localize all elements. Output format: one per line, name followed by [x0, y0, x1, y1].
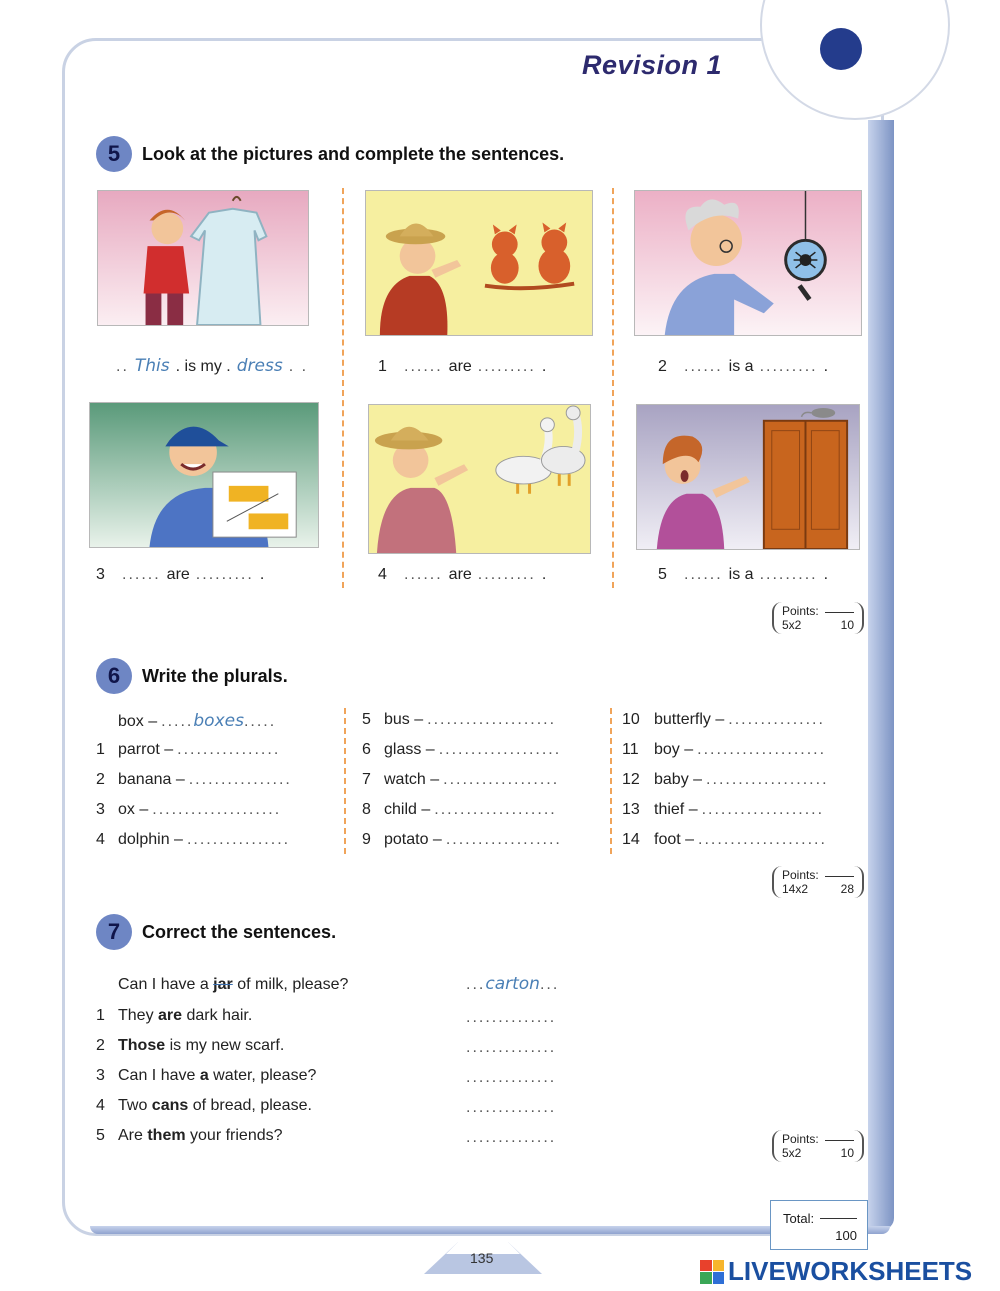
picture-sentence-2: 2 ...... is a ......... .: [658, 358, 829, 375]
section-number: 5: [96, 136, 132, 172]
picture-boy-geese: [368, 404, 591, 554]
example-sentence: .. This . is my . dress . .: [116, 356, 309, 376]
answer-blank[interactable]: ...................: [701, 801, 825, 818]
section-instruction: Correct the sentences.: [142, 921, 337, 942]
correct-item-4: 4 Two cans of bread, please.: [96, 1097, 312, 1114]
correct-item-1: 1 They are dark hair.: [96, 1007, 253, 1024]
liveworksheets-brand: [700, 1256, 972, 1287]
answer-blank[interactable]: ..................: [443, 771, 560, 788]
answer-blank[interactable]: ...................: [706, 771, 829, 788]
picture-sentence-5: 5 ...... is a ......... .: [658, 566, 829, 583]
example-answer-1: This: [134, 356, 170, 376]
correct-item-3: 3 Can I have a water, please?: [96, 1067, 317, 1084]
answer-blank[interactable]: ..............: [466, 1099, 557, 1116]
column-divider: [610, 708, 612, 854]
correct-item-5: 5 Are them your friends?: [96, 1127, 283, 1144]
answer-blank[interactable]: .........: [195, 566, 254, 583]
column-divider: [344, 708, 346, 854]
section-6-header: [96, 658, 288, 694]
answer-blank[interactable]: .........: [477, 358, 536, 375]
plural-item-2: 2 banana – ................: [96, 771, 292, 788]
plural-item-12: 12 baby – ...................: [622, 771, 829, 788]
corner-dot: [820, 28, 862, 70]
section-7-header: [96, 914, 336, 950]
page-number: 135: [470, 1250, 494, 1266]
answer-blank[interactable]: ..............: [466, 1129, 557, 1146]
answer-blank[interactable]: ......: [684, 358, 723, 375]
page-title: Revision 1: [582, 50, 723, 80]
section-number: 6: [96, 658, 132, 694]
answer-blank[interactable]: ....................: [427, 711, 557, 728]
answer-blank[interactable]: ......: [404, 566, 443, 583]
answer-blank[interactable]: ......: [404, 358, 443, 375]
answer-blank[interactable]: ..............: [466, 1009, 557, 1026]
plural-item-7: 7 watch – ..................: [362, 771, 560, 788]
picture-girl-wardrobe: [636, 404, 860, 550]
section-number: 7: [96, 914, 132, 950]
column-divider: [342, 188, 344, 588]
plural-item-8: 8 child – ...................: [362, 801, 557, 818]
picture-girl-dress: [97, 190, 309, 326]
picture-sentence-1: 1 ...... are ......... .: [378, 358, 547, 375]
answer-blank[interactable]: ..................: [445, 831, 562, 848]
plural-item-6: 6 glass – ...................: [362, 741, 562, 758]
answer-blank[interactable]: .........: [759, 358, 818, 375]
points-box-section-5: Points: 5x2 10: [772, 602, 864, 634]
correct-example-answer: ...carton...: [466, 974, 560, 994]
answer-blank[interactable]: ......: [122, 566, 161, 583]
answer-blank[interactable]: ...................: [438, 741, 562, 758]
plural-item-5: 5 bus – ....................: [362, 711, 557, 728]
brand-text: LIVEWORKSHEETS: [728, 1256, 973, 1286]
liveworksheets-logo-icon: [700, 1260, 724, 1284]
answer-blank[interactable]: .........: [477, 566, 536, 583]
section-instruction: Write the plurals.: [142, 665, 288, 686]
points-box-section-7: Points: 5x2 10: [772, 1130, 864, 1162]
picture-sentence-4: 4 ...... are ......... .: [378, 566, 547, 583]
section-5-header: [96, 136, 564, 172]
page-frame-edge: [868, 120, 894, 1230]
answer-blank[interactable]: ...................: [434, 801, 557, 818]
plural-item-11: 11 boy – ....................: [622, 741, 827, 758]
answer-blank[interactable]: .........: [759, 566, 818, 583]
plural-item-4: 4 dolphin – ................: [96, 831, 291, 848]
plural-item-13: 13 thief – ...................: [622, 801, 825, 818]
answer-blank[interactable]: ....................: [697, 741, 827, 758]
plural-item-10: 10 butterfly – ...............: [622, 711, 825, 728]
struck-word: jar: [213, 976, 233, 993]
correct-example: Can I have a jar of milk, please?: [118, 976, 349, 993]
plural-item-3: 3 ox – ....................: [96, 801, 282, 818]
answer-blank[interactable]: ....................: [698, 831, 827, 848]
picture-boy-cats: [365, 190, 593, 336]
plural-item-9: 9 potato – ..................: [362, 831, 562, 848]
example-answer: boxes: [193, 711, 244, 731]
correct-item-2: 2 Those is my new scarf.: [96, 1037, 285, 1054]
plural-item-14: 14 foot – ....................: [622, 831, 827, 848]
answer-blank[interactable]: ................: [186, 831, 291, 848]
example-answer-2: dress: [236, 356, 283, 376]
points-box-section-6: Points: 14x2 28: [772, 866, 864, 898]
answer-blank[interactable]: ..............: [466, 1069, 557, 1086]
answer-blank[interactable]: ......: [684, 566, 723, 583]
plural-example: box – ..... boxes .....: [118, 711, 277, 731]
picture-man-spider: [634, 190, 862, 336]
answer-blank[interactable]: ...............: [728, 711, 825, 728]
column-divider: [612, 188, 614, 588]
answer-blank[interactable]: ................: [188, 771, 292, 788]
section-instruction: Look at the pictures and complete the sentences.: [142, 143, 565, 164]
picture-boy-buses: [89, 402, 319, 548]
answer-blank[interactable]: ..............: [466, 1039, 557, 1056]
total-box: Total: 100: [770, 1200, 868, 1250]
plural-item-1: 1 parrot – ................: [96, 741, 281, 758]
picture-sentence-3: 3 ...... are ......... .: [96, 566, 265, 583]
answer-blank[interactable]: ....................: [152, 801, 282, 818]
answer-blank[interactable]: ................: [177, 741, 281, 758]
